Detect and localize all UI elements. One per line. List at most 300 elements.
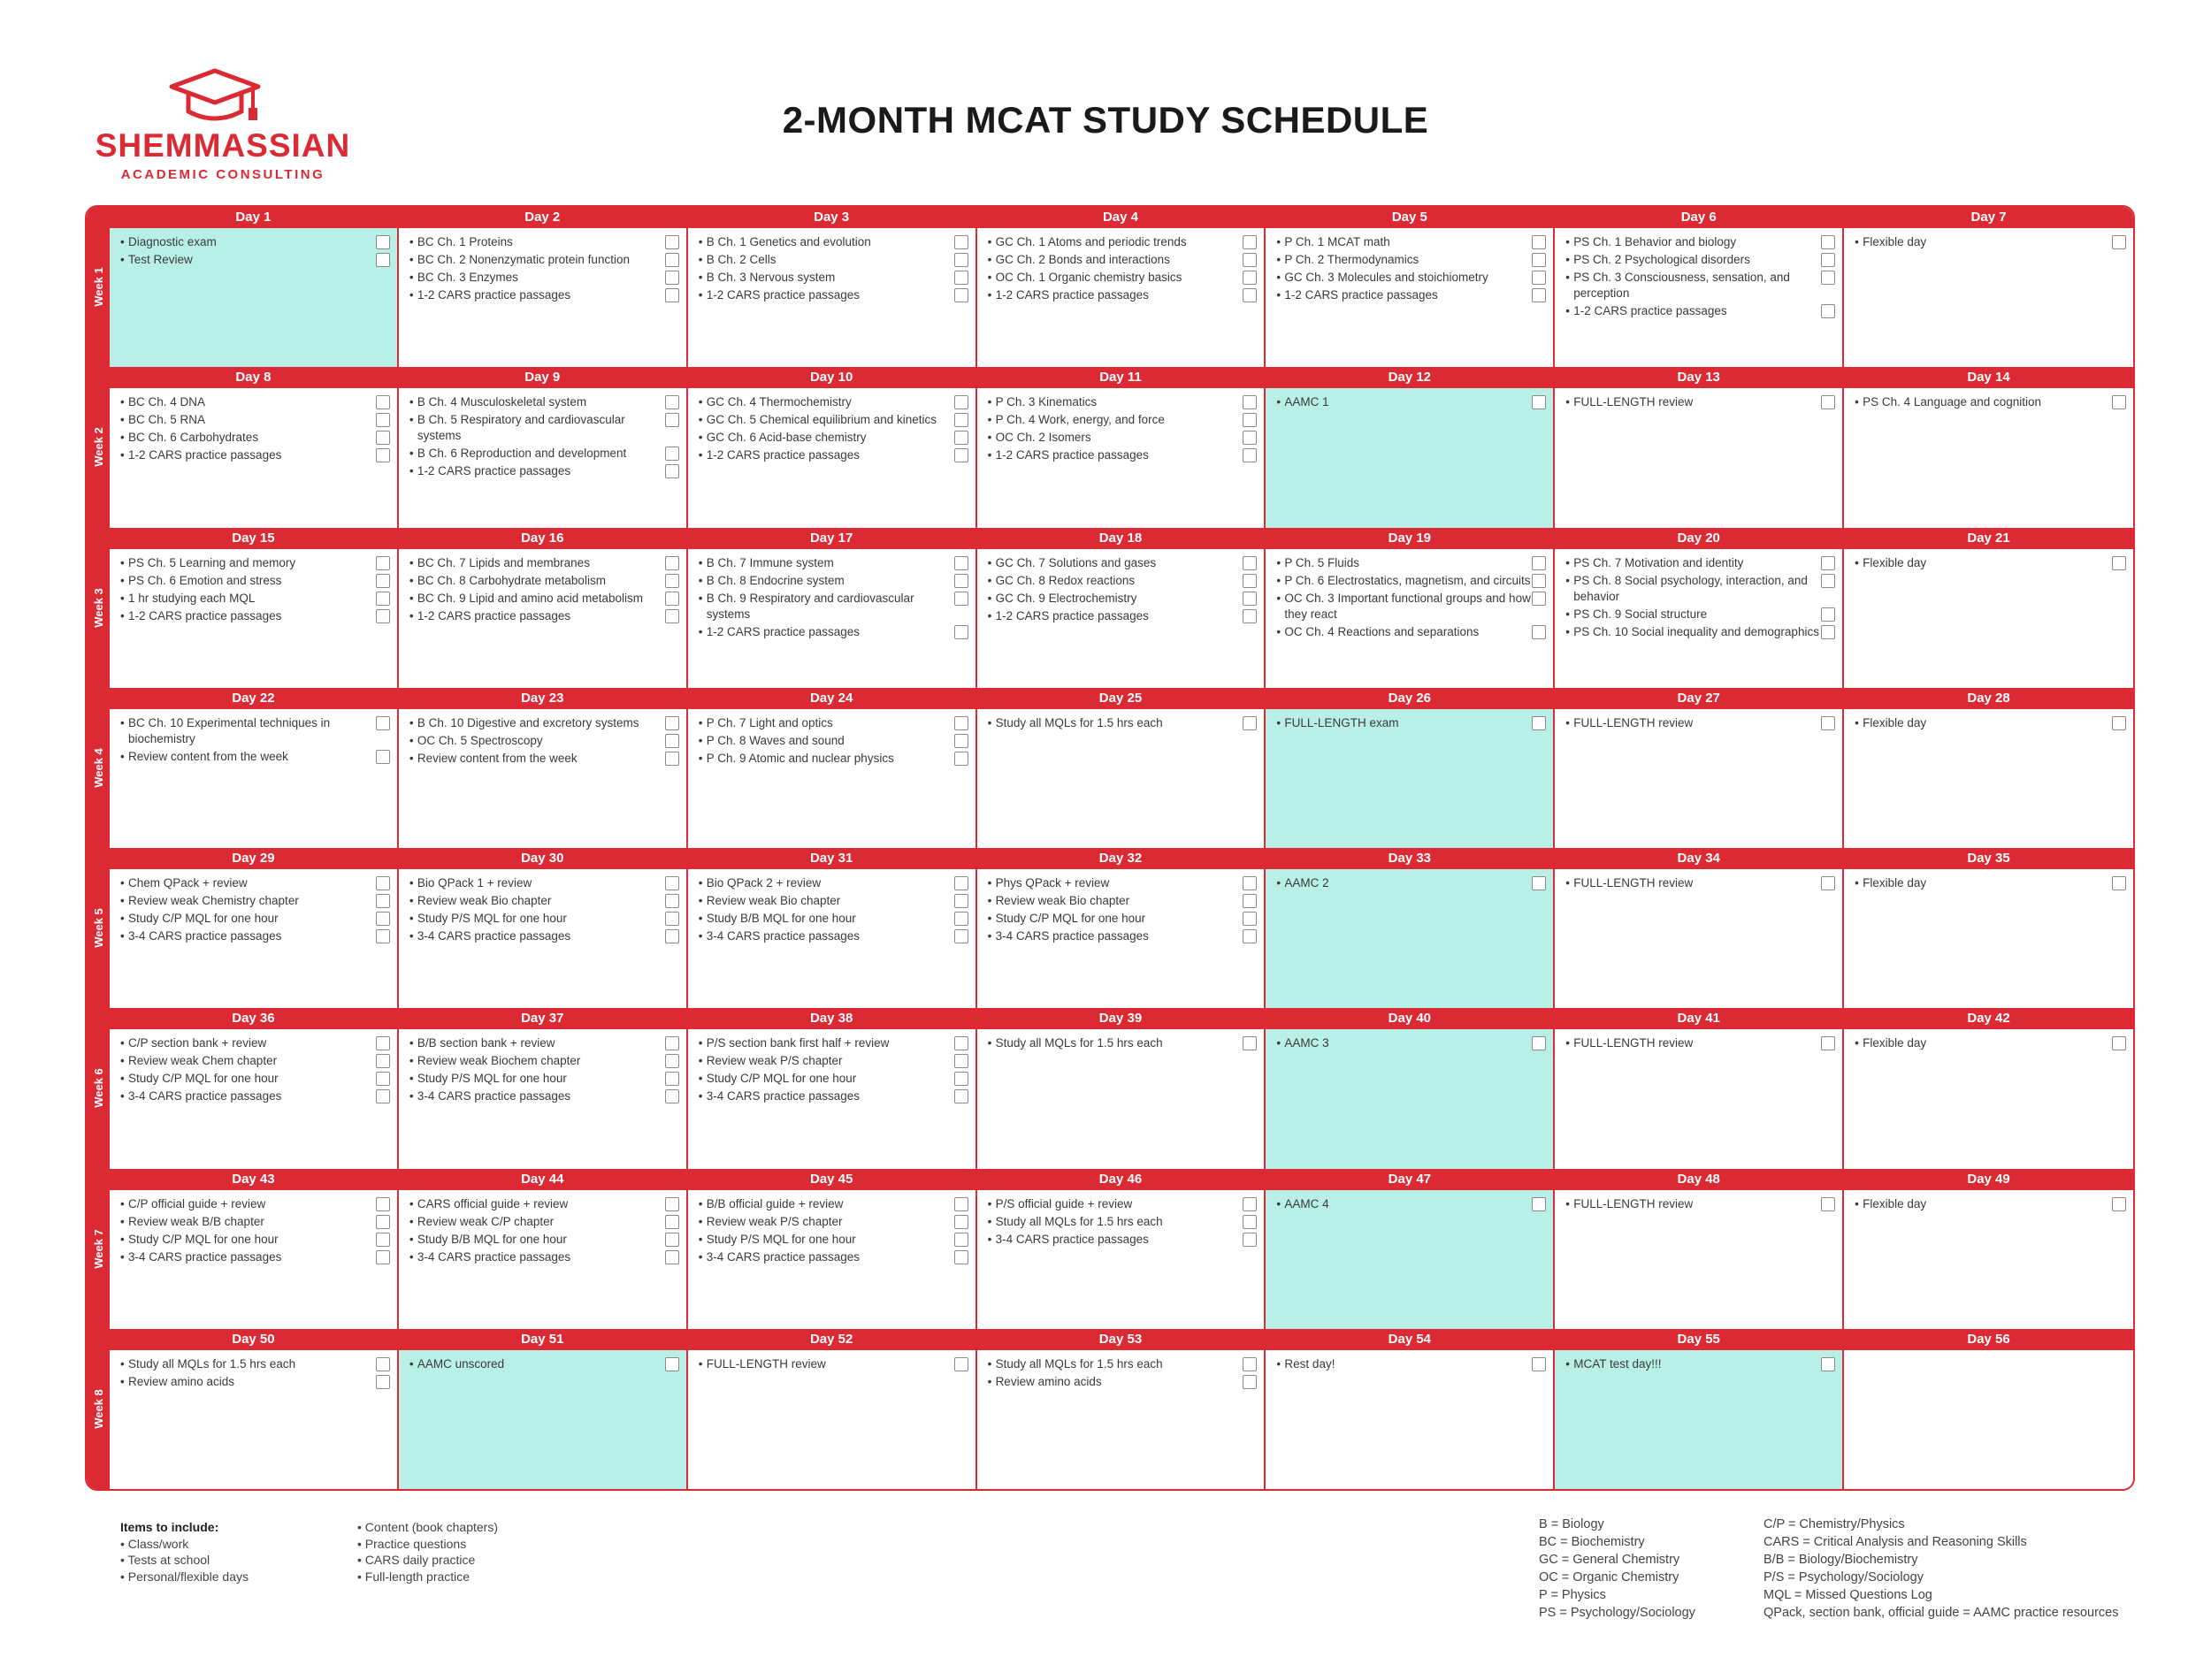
day-header: Day 38	[688, 1008, 975, 1029]
task-checkbox[interactable]	[665, 1233, 679, 1247]
task-checkbox[interactable]	[376, 1036, 390, 1050]
task-checkbox[interactable]	[665, 1215, 679, 1229]
day-header: Day 21	[1844, 528, 2133, 549]
day-cell-46	[977, 1169, 1266, 1329]
day-header: Day 52	[688, 1329, 975, 1350]
task-text: • GC Ch. 3 Molecules and stoichiometry	[1276, 270, 1488, 286]
task-item	[409, 928, 686, 944]
task-text: • GC Ch. 4 Thermochemistry	[699, 394, 852, 410]
task-checkbox[interactable]	[665, 271, 679, 285]
task-checkbox[interactable]	[954, 912, 968, 926]
day-body	[688, 1029, 975, 1168]
task-checkbox[interactable]	[665, 1357, 679, 1371]
task-text: • 3-4 CARS practice passages	[409, 928, 570, 944]
task-checkbox[interactable]	[954, 1089, 968, 1103]
day-header: Day 33	[1266, 848, 1553, 869]
task-checkbox[interactable]	[665, 876, 679, 890]
task-checkbox[interactable]	[1532, 1197, 1546, 1211]
day-body	[399, 1029, 686, 1168]
task-text: • BC Ch. 5 RNA	[120, 412, 205, 428]
task-checkbox[interactable]	[665, 1250, 679, 1264]
task-text: • 3-4 CARS practice passages	[409, 1088, 570, 1104]
task-text: • Study P/S MQL for one hour	[409, 911, 567, 927]
day-cell-26	[1266, 688, 1555, 848]
day-body	[1844, 549, 2133, 688]
task-checkbox[interactable]	[1243, 271, 1257, 285]
task-checkbox[interactable]	[665, 592, 679, 606]
task-checkbox[interactable]	[665, 734, 679, 748]
task-checkbox[interactable]	[954, 1072, 968, 1086]
day-header: Day 2	[399, 207, 686, 228]
task-checkbox[interactable]	[1821, 625, 1835, 639]
task-item	[1276, 287, 1553, 303]
task-checkbox[interactable]	[376, 448, 390, 462]
day-header: Day 41	[1555, 1008, 1842, 1029]
task-checkbox[interactable]	[1243, 716, 1257, 730]
task-checkbox[interactable]	[665, 574, 679, 588]
task-checkbox[interactable]	[954, 752, 968, 766]
task-text: • BC Ch. 1 Proteins	[409, 234, 513, 250]
task-checkbox[interactable]	[2112, 235, 2126, 249]
task-item	[699, 412, 975, 428]
task-checkbox[interactable]	[954, 1054, 968, 1068]
task-item	[699, 733, 975, 749]
task-checkbox[interactable]	[1821, 253, 1835, 267]
day-cell-47	[1266, 1169, 1555, 1329]
task-item	[988, 875, 1265, 891]
task-checkbox[interactable]	[1243, 1215, 1257, 1229]
task-text: • Test Review	[120, 252, 193, 268]
day-body	[688, 228, 975, 367]
task-checkbox[interactable]	[1532, 235, 1546, 249]
week-label-text: Week 1	[91, 267, 105, 307]
task-text: • Diagnostic exam	[120, 234, 217, 250]
include-item-text: Personal/flexible days	[127, 1569, 249, 1584]
task-checkbox[interactable]	[1243, 1357, 1257, 1371]
task-checkbox[interactable]	[665, 395, 679, 409]
task-checkbox[interactable]	[376, 592, 390, 606]
task-checkbox[interactable]	[1243, 431, 1257, 445]
task-checkbox[interactable]	[1532, 592, 1546, 606]
task-checkbox[interactable]	[1243, 574, 1257, 588]
task-checkbox[interactable]	[1821, 1357, 1835, 1371]
task-item	[988, 911, 1265, 927]
task-text: • BC Ch. 2 Nonenzymatic protein function	[409, 252, 630, 268]
task-item	[409, 1196, 686, 1212]
task-text: • Study all MQLs for 1.5 hrs each	[120, 1356, 295, 1372]
task-item	[409, 394, 686, 410]
task-checkbox[interactable]	[1821, 574, 1835, 588]
task-text: • P Ch. 4 Work, energy, and force	[988, 412, 1165, 428]
task-text: • Rest day!	[1276, 1356, 1335, 1372]
day-body	[977, 1350, 1265, 1489]
task-checkbox[interactable]	[1243, 912, 1257, 926]
task-checkbox[interactable]	[1532, 253, 1546, 267]
day-body	[110, 549, 397, 688]
task-checkbox[interactable]	[1243, 253, 1257, 267]
task-checkbox[interactable]	[1532, 625, 1546, 639]
day-body	[977, 549, 1265, 688]
task-checkbox[interactable]	[1243, 1375, 1257, 1389]
abbreviation-legend-col1	[1539, 1516, 1695, 1622]
task-text: • B Ch. 3 Nervous system	[699, 270, 836, 286]
task-checkbox[interactable]	[1243, 1233, 1257, 1247]
include-item: • Content (book chapters)	[357, 1520, 498, 1534]
task-checkbox[interactable]	[954, 288, 968, 302]
task-item	[1855, 1035, 2133, 1051]
task-checkbox[interactable]	[376, 1054, 390, 1068]
day-header: Day 34	[1555, 848, 1842, 869]
task-checkbox[interactable]	[954, 556, 968, 570]
task-text: • Flexible day	[1855, 875, 1926, 891]
task-checkbox[interactable]	[1243, 609, 1257, 623]
task-text: • OC Ch. 3 Important functional groups and how they react	[1276, 591, 1532, 622]
task-text: • P Ch. 2 Thermodynamics	[1276, 252, 1419, 268]
task-checkbox[interactable]	[954, 395, 968, 409]
task-text: • 3-4 CARS practice passages	[988, 1232, 1149, 1248]
task-checkbox[interactable]	[665, 447, 679, 461]
task-checkbox[interactable]	[954, 1036, 968, 1050]
task-checkbox[interactable]	[376, 609, 390, 623]
task-checkbox[interactable]	[1243, 876, 1257, 890]
task-item	[988, 928, 1265, 944]
task-checkbox[interactable]	[665, 288, 679, 302]
task-checkbox[interactable]	[665, 894, 679, 908]
task-item	[988, 234, 1265, 250]
task-checkbox[interactable]	[376, 253, 390, 267]
task-checkbox[interactable]	[1821, 395, 1835, 409]
day-header: Day 4	[977, 207, 1265, 228]
day-cell-34	[1555, 848, 1844, 1008]
task-text: • C/P section bank + review	[120, 1035, 266, 1051]
task-checkbox[interactable]	[376, 235, 390, 249]
task-item	[409, 287, 686, 303]
task-checkbox[interactable]	[376, 1197, 390, 1211]
day-cell-48	[1555, 1169, 1844, 1329]
task-checkbox[interactable]	[376, 894, 390, 908]
task-text: • 3-4 CARS practice passages	[120, 928, 281, 944]
task-checkbox[interactable]	[1532, 1036, 1546, 1050]
day-body	[399, 1350, 686, 1489]
task-checkbox[interactable]	[1532, 288, 1546, 302]
task-checkbox[interactable]	[665, 556, 679, 570]
task-checkbox[interactable]	[954, 1357, 968, 1371]
task-checkbox[interactable]	[1243, 929, 1257, 943]
task-item	[1565, 1356, 1842, 1372]
task-item	[1276, 252, 1553, 268]
task-checkbox[interactable]	[1532, 876, 1546, 890]
task-text: • BC Ch. 9 Lipid and amino acid metabolism	[409, 591, 643, 607]
task-item	[120, 234, 397, 250]
task-checkbox[interactable]	[1532, 395, 1546, 409]
task-text: • 3-4 CARS practice passages	[699, 1249, 860, 1265]
task-item	[409, 715, 686, 731]
task-item	[120, 875, 397, 891]
include-item-text: Practice questions	[364, 1536, 467, 1551]
task-checkbox[interactable]	[376, 574, 390, 588]
task-checkbox[interactable]	[2112, 876, 2126, 890]
task-item	[409, 1088, 686, 1104]
day-cell-29	[110, 848, 399, 1008]
task-checkbox[interactable]	[376, 431, 390, 445]
task-checkbox[interactable]	[1821, 235, 1835, 249]
task-checkbox[interactable]	[665, 609, 679, 623]
task-checkbox[interactable]	[954, 876, 968, 890]
task-text: • Study P/S MQL for one hour	[409, 1071, 567, 1087]
task-checkbox[interactable]	[2112, 1197, 2126, 1211]
task-item	[988, 1196, 1265, 1212]
task-text: • 1 hr studying each MQL	[120, 591, 255, 607]
day-body	[1266, 709, 1553, 848]
day-cell-14	[1844, 367, 2133, 527]
task-item	[699, 270, 975, 286]
task-checkbox[interactable]	[954, 413, 968, 427]
task-item	[1565, 303, 1842, 319]
day-header: Day 18	[977, 528, 1265, 549]
task-checkbox[interactable]	[665, 1197, 679, 1211]
day-body	[1555, 1029, 1842, 1168]
day-body	[1555, 869, 1842, 1008]
task-checkbox[interactable]	[376, 929, 390, 943]
task-checkbox[interactable]	[2112, 395, 2126, 409]
task-checkbox[interactable]	[954, 592, 968, 606]
task-checkbox[interactable]	[1243, 395, 1257, 409]
task-checkbox[interactable]	[376, 716, 390, 730]
task-checkbox[interactable]	[1243, 448, 1257, 462]
task-checkbox[interactable]	[1821, 304, 1835, 318]
task-checkbox[interactable]	[1821, 556, 1835, 570]
task-checkbox[interactable]	[376, 556, 390, 570]
task-checkbox[interactable]	[665, 1089, 679, 1103]
task-checkbox[interactable]	[665, 929, 679, 943]
day-header: Day 10	[688, 367, 975, 388]
task-checkbox[interactable]	[665, 1036, 679, 1050]
legend-entry-text: P/S = Psychology/Sociology	[1763, 1570, 1924, 1585]
task-item	[988, 1232, 1265, 1248]
task-checkbox[interactable]	[376, 1215, 390, 1229]
task-checkbox[interactable]	[1243, 1197, 1257, 1211]
task-text: • PS Ch. 8 Social psychology, interaction, and behavior	[1565, 573, 1821, 605]
task-item	[699, 715, 975, 731]
task-text: • PS Ch. 6 Emotion and stress	[120, 573, 281, 589]
task-checkbox[interactable]	[954, 894, 968, 908]
task-text: • B/B official guide + review	[699, 1196, 844, 1212]
task-text: • MCAT test day!!!	[1565, 1356, 1661, 1372]
task-checkbox[interactable]	[954, 271, 968, 285]
task-text: • 1-2 CARS practice passages	[409, 463, 570, 479]
task-checkbox[interactable]	[1243, 288, 1257, 302]
task-checkbox[interactable]	[1243, 1036, 1257, 1050]
task-checkbox[interactable]	[665, 235, 679, 249]
task-checkbox[interactable]	[1243, 894, 1257, 908]
task-item	[988, 287, 1265, 303]
task-checkbox[interactable]	[954, 431, 968, 445]
task-checkbox[interactable]	[376, 1089, 390, 1103]
task-checkbox[interactable]	[1243, 592, 1257, 606]
task-item	[409, 911, 686, 927]
day-header: Day 46	[977, 1169, 1265, 1190]
day-header: Day 20	[1555, 528, 1842, 549]
day-body	[110, 1029, 397, 1168]
task-item	[988, 430, 1265, 446]
task-checkbox[interactable]	[1821, 1197, 1835, 1211]
task-item	[988, 573, 1265, 589]
day-body	[1844, 388, 2133, 527]
task-checkbox[interactable]	[1821, 271, 1835, 285]
task-item	[1565, 252, 1842, 268]
day-body	[1844, 1350, 2133, 1489]
week-label-8	[87, 1329, 110, 1489]
task-text: • 1-2 CARS practice passages	[120, 608, 281, 624]
task-checkbox[interactable]	[1821, 876, 1835, 890]
day-body	[1266, 1350, 1553, 1489]
task-checkbox[interactable]	[665, 752, 679, 766]
task-item	[1855, 555, 2133, 571]
task-checkbox[interactable]	[665, 413, 679, 427]
task-item	[1565, 234, 1842, 250]
task-checkbox[interactable]	[376, 912, 390, 926]
task-checkbox[interactable]	[376, 1375, 390, 1389]
task-item	[120, 555, 397, 571]
day-body	[1266, 869, 1553, 1008]
day-body	[1555, 228, 1842, 367]
legend-entry	[1763, 1551, 2119, 1569]
task-checkbox[interactable]	[1532, 556, 1546, 570]
task-checkbox[interactable]	[376, 413, 390, 427]
task-text: • 1-2 CARS practice passages	[988, 608, 1149, 624]
day-header: Day 42	[1844, 1008, 2133, 1029]
task-checkbox[interactable]	[954, 1215, 968, 1229]
day-cell-28	[1844, 688, 2133, 848]
task-item	[988, 893, 1265, 909]
day-body	[688, 869, 975, 1008]
task-checkbox[interactable]	[954, 1197, 968, 1211]
legend-entry	[1539, 1569, 1695, 1586]
task-item	[1565, 270, 1842, 302]
task-checkbox[interactable]	[954, 929, 968, 943]
task-item	[699, 1071, 975, 1087]
day-body	[110, 228, 397, 367]
legend-entry-text: MQL = Missed Questions Log	[1763, 1588, 1932, 1602]
task-checkbox[interactable]	[954, 253, 968, 267]
task-checkbox[interactable]	[376, 1233, 390, 1247]
task-text: • Review weak C/P chapter	[409, 1214, 554, 1230]
task-checkbox[interactable]	[376, 1072, 390, 1086]
task-item	[699, 252, 975, 268]
task-item	[1565, 607, 1842, 622]
legend-entry	[1763, 1516, 2119, 1533]
task-checkbox[interactable]	[1532, 574, 1546, 588]
task-item	[409, 252, 686, 268]
task-checkbox[interactable]	[376, 876, 390, 890]
task-checkbox[interactable]	[376, 750, 390, 764]
day-cell-13	[1555, 367, 1844, 527]
abbreviation-legend-col2	[1763, 1516, 2119, 1622]
day-header: Day 50	[110, 1329, 397, 1350]
include-item: • Full-length practice	[357, 1569, 471, 1584]
task-checkbox[interactable]	[1532, 716, 1546, 730]
task-checkbox[interactable]	[1243, 413, 1257, 427]
task-item	[988, 591, 1265, 607]
task-text: • CARS official guide + review	[409, 1196, 568, 1212]
task-text: • GC Ch. 1 Atoms and periodic trends	[988, 234, 1187, 250]
day-cell-8	[110, 367, 399, 527]
task-checkbox[interactable]	[665, 1072, 679, 1086]
task-text: • 1-2 CARS practice passages	[120, 447, 281, 463]
task-text: • P/S official guide + review	[988, 1196, 1133, 1212]
task-item	[699, 875, 975, 891]
task-checkbox[interactable]	[2112, 1036, 2126, 1050]
task-checkbox[interactable]	[2112, 716, 2126, 730]
task-checkbox[interactable]	[665, 1054, 679, 1068]
task-checkbox[interactable]	[1243, 235, 1257, 249]
day-body	[1844, 869, 2133, 1008]
day-cell-9	[399, 367, 688, 527]
task-text: • Review content from the week	[409, 751, 578, 767]
task-text: • Chem QPack + review	[120, 875, 248, 891]
task-checkbox[interactable]	[954, 734, 968, 748]
task-text: • Study B/B MQL for one hour	[699, 911, 856, 927]
task-text: • 1-2 CARS practice passages	[1276, 287, 1437, 303]
day-header: Day 9	[399, 367, 686, 388]
day-header: Day 36	[110, 1008, 397, 1029]
task-checkbox[interactable]	[665, 253, 679, 267]
include-item: • Tests at school	[120, 1553, 210, 1567]
week-label-text: Week 2	[91, 427, 105, 468]
legend-entry	[1763, 1604, 2119, 1622]
task-checkbox[interactable]	[954, 1250, 968, 1264]
task-checkbox[interactable]	[1821, 1036, 1835, 1050]
task-checkbox[interactable]	[954, 235, 968, 249]
task-checkbox[interactable]	[665, 464, 679, 478]
task-text: • Flexible day	[1855, 555, 1926, 571]
legend-entry	[1539, 1516, 1695, 1533]
task-text: • 1-2 CARS practice passages	[699, 287, 860, 303]
task-text: • AAMC 4	[1276, 1196, 1328, 1212]
task-checkbox[interactable]	[954, 448, 968, 462]
task-checkbox[interactable]	[665, 912, 679, 926]
task-checkbox[interactable]	[376, 1250, 390, 1264]
task-text: • 1-2 CARS practice passages	[699, 447, 860, 463]
day-header: Day 53	[977, 1329, 1265, 1350]
task-checkbox[interactable]	[954, 574, 968, 588]
day-body	[977, 869, 1265, 1008]
task-checkbox[interactable]	[954, 625, 968, 639]
task-checkbox[interactable]	[2112, 556, 2126, 570]
task-item	[409, 555, 686, 571]
task-checkbox[interactable]	[665, 716, 679, 730]
include-item: • Class/work	[120, 1536, 189, 1551]
task-checkbox[interactable]	[376, 395, 390, 409]
task-checkbox[interactable]	[1821, 716, 1835, 730]
graduation-cap-icon	[166, 67, 264, 124]
task-item	[699, 1053, 975, 1069]
task-checkbox[interactable]	[1243, 556, 1257, 570]
day-header: Day 28	[1844, 688, 2133, 709]
task-checkbox[interactable]	[954, 1233, 968, 1247]
task-text: • B Ch. 10 Digestive and excretory systems	[409, 715, 639, 731]
task-checkbox[interactable]	[1821, 607, 1835, 622]
task-item	[120, 394, 397, 410]
task-text: • Flexible day	[1855, 715, 1926, 731]
task-checkbox[interactable]	[1532, 271, 1546, 285]
task-checkbox[interactable]	[376, 1357, 390, 1371]
task-checkbox[interactable]	[1532, 1357, 1546, 1371]
task-text: • Study C/P MQL for one hour	[120, 1232, 279, 1248]
day-body	[688, 1190, 975, 1329]
task-checkbox[interactable]	[954, 716, 968, 730]
day-header: Day 3	[688, 207, 975, 228]
